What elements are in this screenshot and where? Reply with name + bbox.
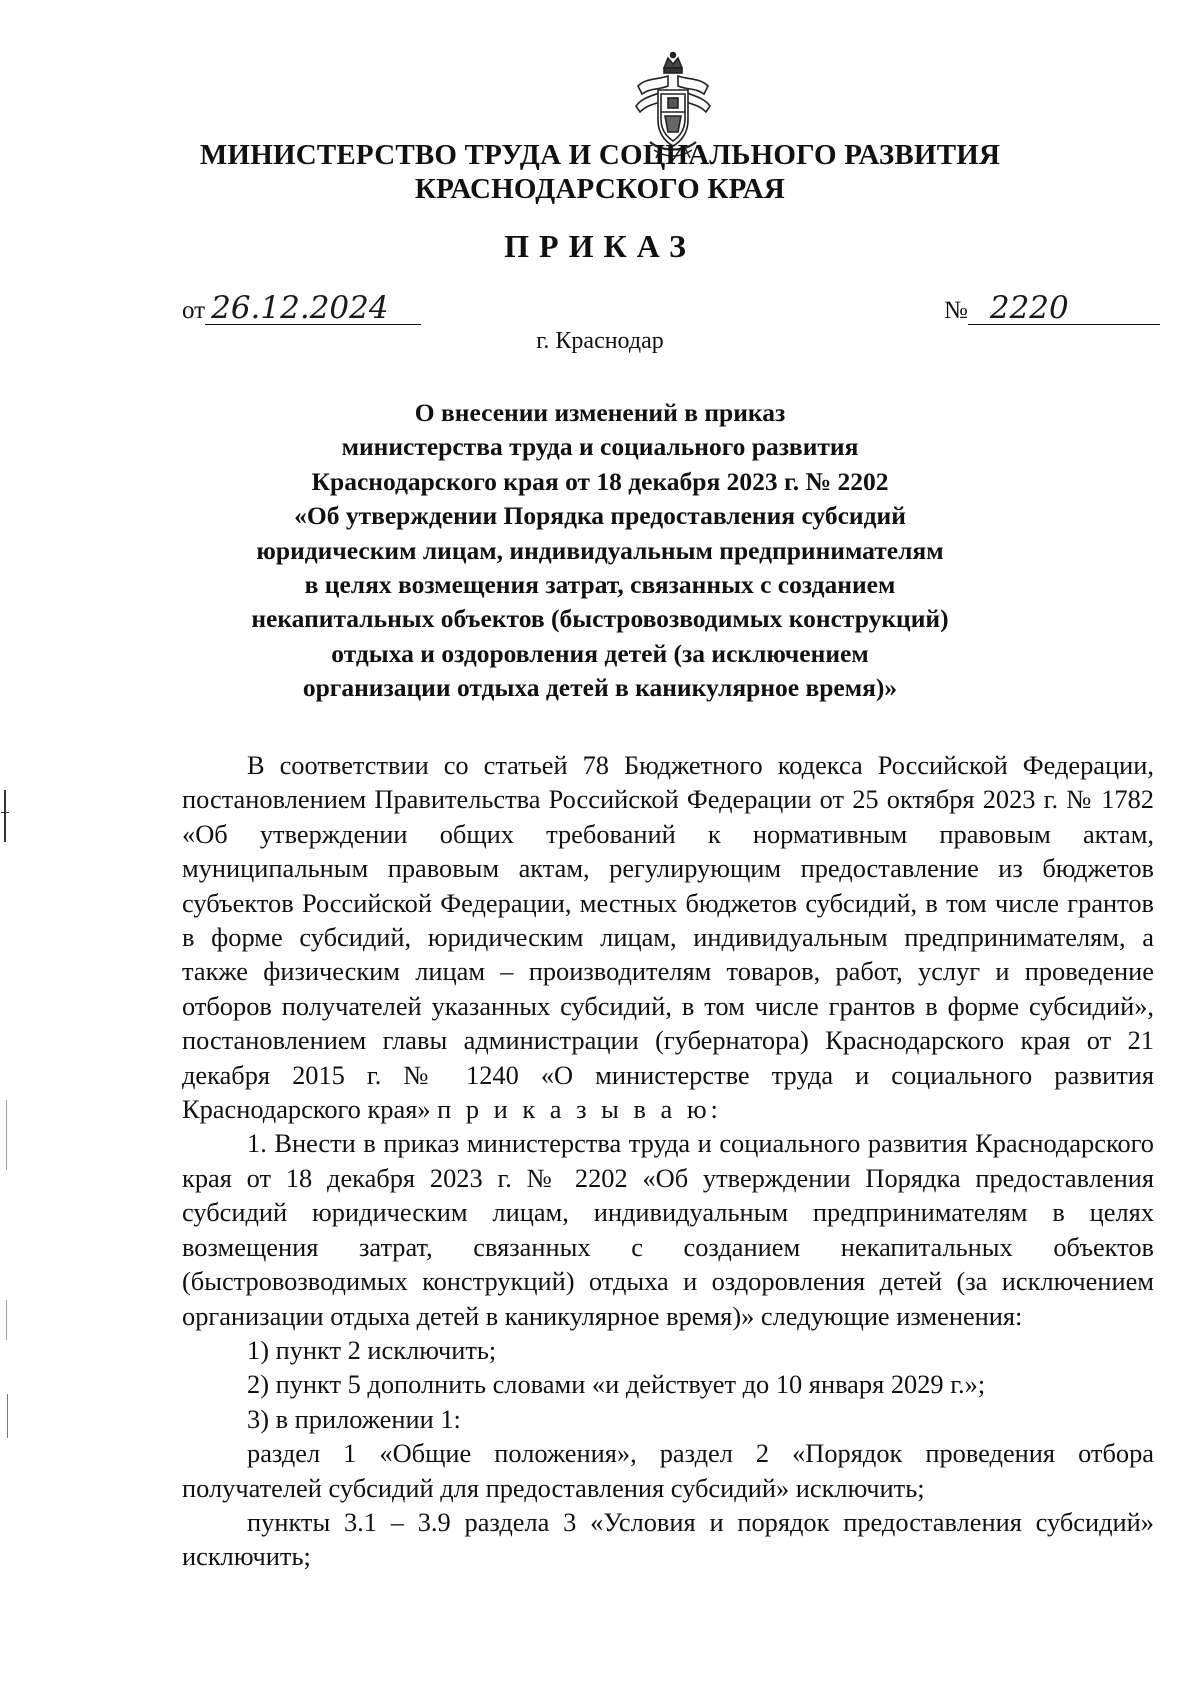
subject-line: отдыха и оздоровления детей (за исключением [331,638,869,668]
preamble-paragraph [182,748,1154,1126]
ministry-name-line1: МИНИСТЕРСТВО ТРУДА И СОЦИАЛЬНОГО РАЗВИТИЯ [199,139,1001,171]
number-prefix: № [944,297,968,324]
document-type-title: ПРИКАЗ [504,228,696,264]
subject-line: юридическим лицам, индивидуальным предпринимателям [256,535,944,565]
document-subject [200,396,1000,706]
document-date [182,292,421,325]
subject-line: некапитальных объектов (быстровозводимых конструкций) [251,604,949,634]
subject-line: Краснодарского края от 18 декабря 2023 г. № 2202 [311,466,889,496]
subitem-3-sections: раздел 1 «Общие положения», раздел 2 «Порядок проведения отбора получателей субсидий для предоставления субсидий» исключить; [182,1438,1154,1503]
subitem-2: 2) пункт 5 дополнить словами «и действует до 10 января 2029 г.»; [247,1369,986,1400]
scan-artifact [6,1100,7,1170]
subject-line: О внесении изменений в приказ [414,398,786,427]
scan-artifact [6,1300,7,1340]
order-word: п р и к а з ы в а ю: [437,1094,722,1125]
number-value-handwritten: 2220 [968,292,1160,325]
subitem-3: 3) в приложении 1: [247,1403,461,1434]
scan-artifact [4,790,6,842]
issue-city: г. Краснодар [536,328,664,354]
preamble-text: В соответствии со статьей 78 Бюджетного кодекса Российской Федерации, постановлением Правительства Российской Федерации от 25 октября 2023 г. № 1782 «Об утверждении общих требований к нормативным правовым актам, муниципальным правовым актам, регулирующим предоставление из бюджетов субъектов Российской Федерации, местных бюджетов субсидий, в том числе грантов в форме субсидий, юридическим лицам, индивидуальным предпринимателям, а также физическим лицам – производителям товаров, работ, услуг и проведение отборов получателей указанных субсидий, в том числе грантов в форме субсидий», постановлением главы администрации (губернатора) Краснодарского края от 21 декабря 2015 г. № 1240 «О министерстве труда и социального развития Краснодарского края» [182,750,1154,1125]
scan-artifact [7,1394,8,1438]
subject-line: организации отдыха детей в каникулярное время)» [302,673,898,703]
subject-line: в целях возмещения затрат, связанных с созданием [304,570,896,600]
scan-artifact [1,812,9,813]
date-value-handwritten: 26.12.2024 [205,292,421,325]
document-number [944,292,1160,325]
subitem-1: 1) пункт 2 исключить; [247,1334,497,1365]
item-1-paragraph: 1. Внести в приказ министерства труда и социального развития Краснодарского края от 18 декабря 2023 г. № 2202 «Об утверждении Порядка предоставления субсидий юридическим лицам, индивидуальным предпринимателям в целях возмещения затрат, связанных с созданием некапитальных объектов (быстровозводимых конструкций) отдыха и оздоровления детей (за исключением организации отдыха детей в каникулярное время)» следующие изменения: [182,1128,1154,1331]
subject-line: «Об утверждении Порядка предоставления субсидий [294,501,906,531]
date-prefix: от [182,297,206,324]
subject-line: министерства труда и социального развития [341,432,859,462]
ministry-name-line2: КРАСНОДАРСКОГО КРАЯ [414,173,786,205]
subitem-3-points: пункты 3.1 – 3.9 раздела 3 «Условия и порядок предоставления субсидий» исключить; [182,1506,1154,1572]
document-body [182,748,1154,1574]
